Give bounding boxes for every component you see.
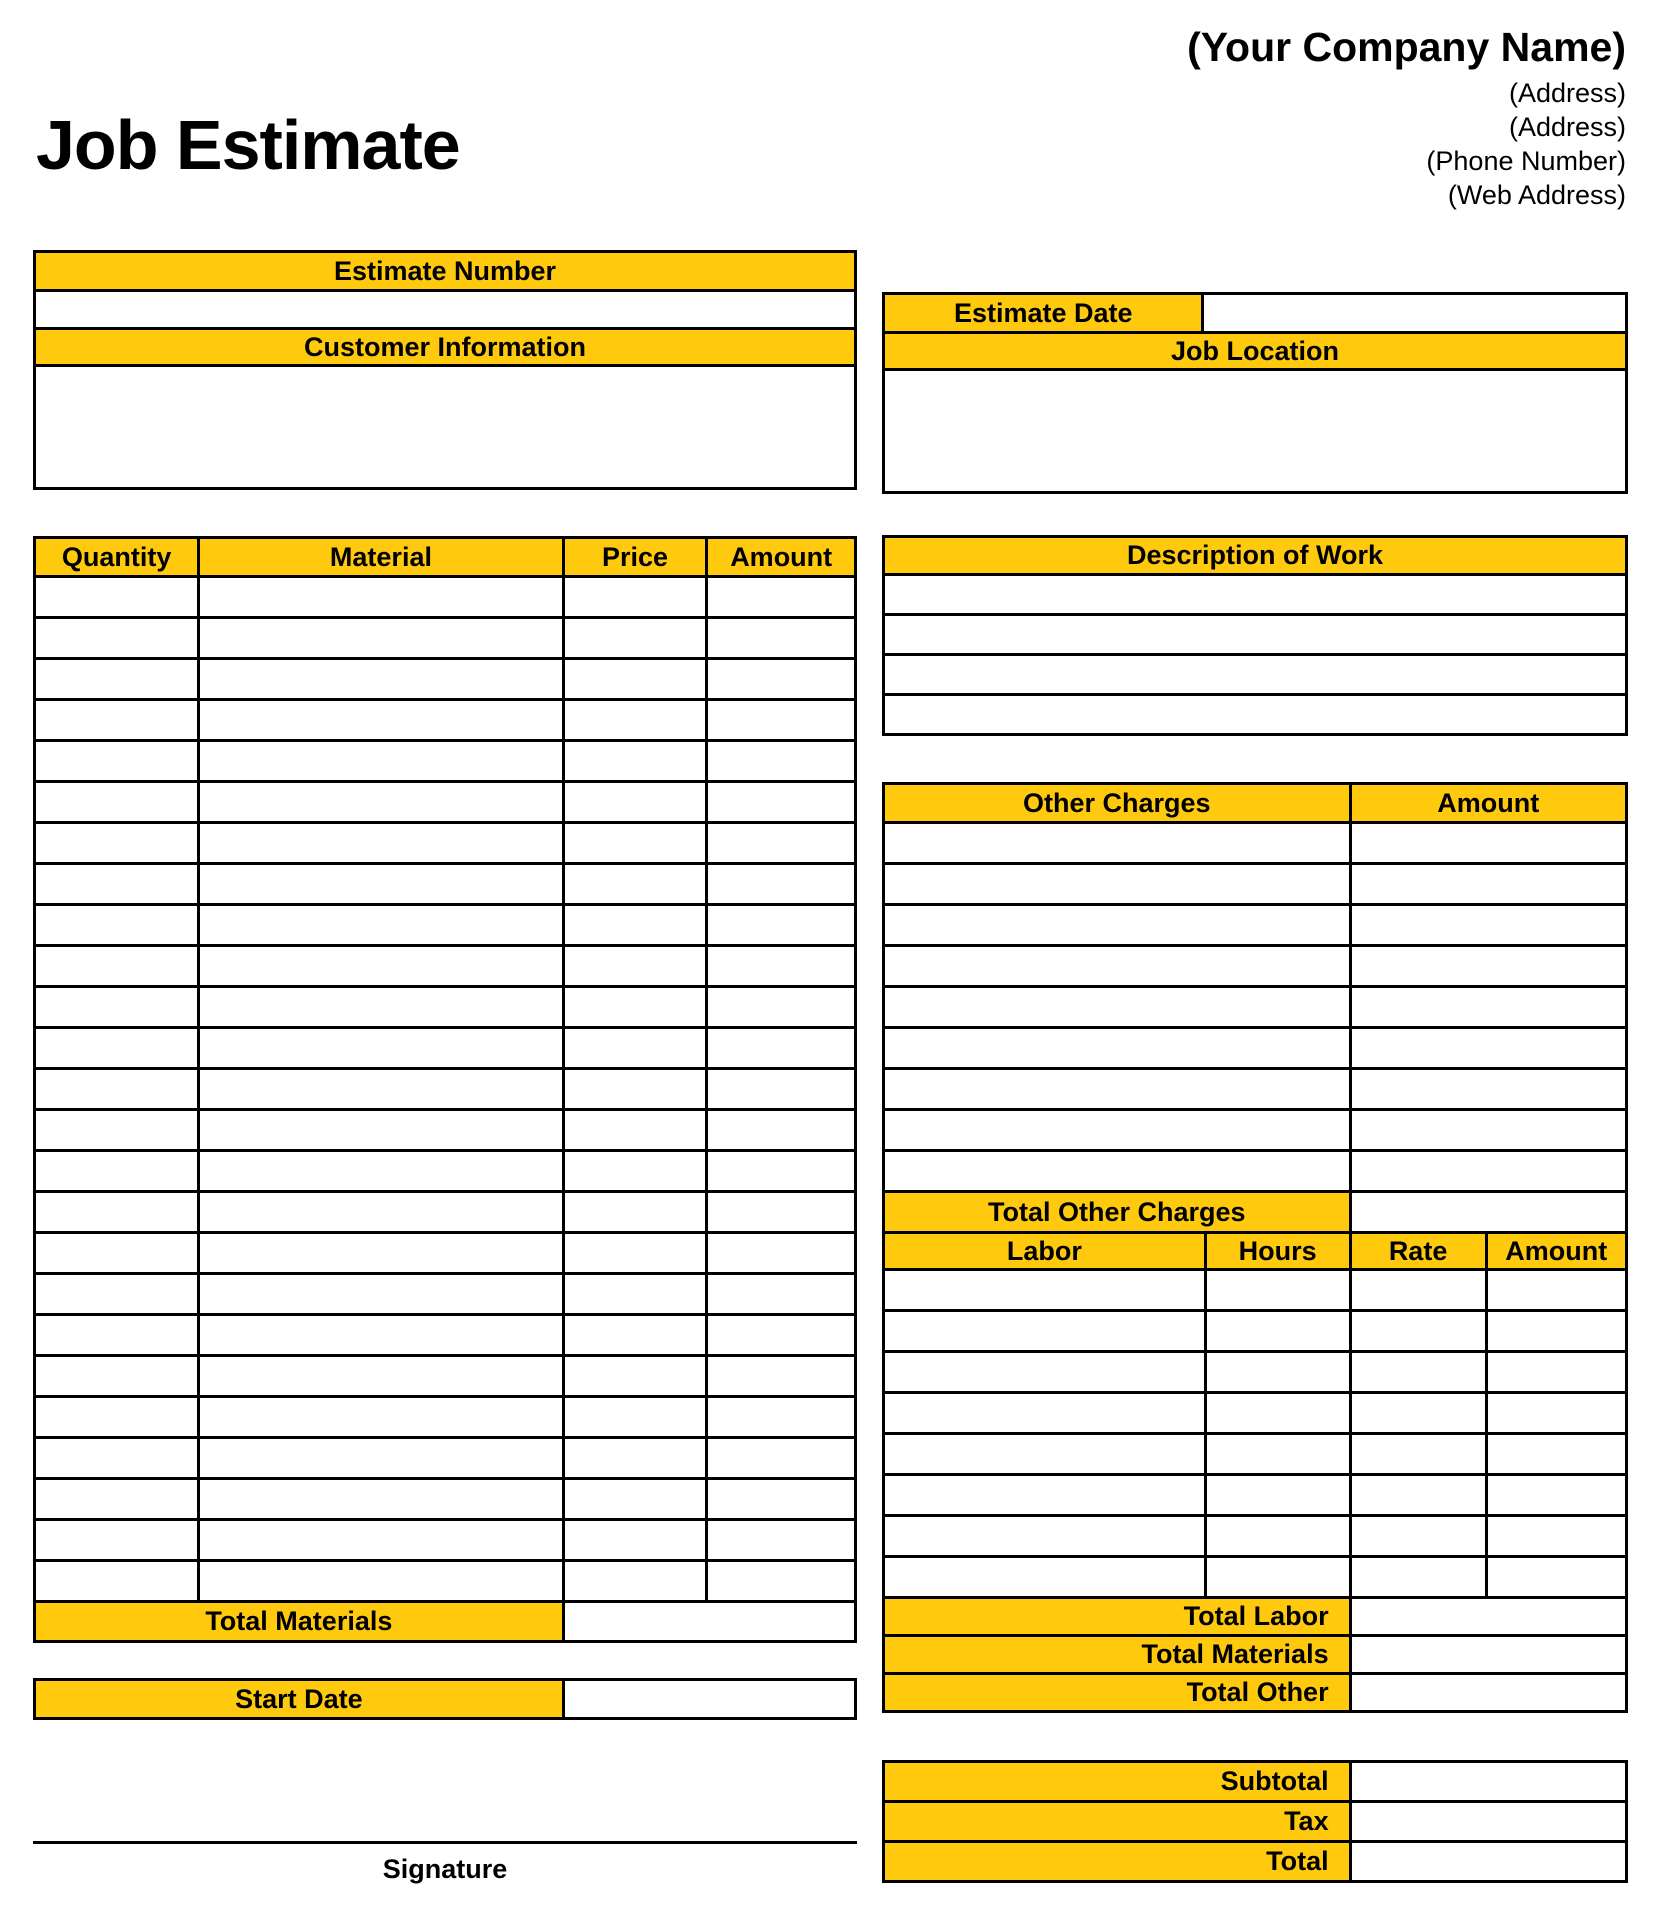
description-row <box>884 615 1627 655</box>
material-price-cell[interactable] <box>563 1356 707 1397</box>
tax-value-cell[interactable] <box>1350 1802 1626 1842</box>
labor-amount-cell[interactable] <box>1486 1475 1626 1516</box>
material-price-cell[interactable] <box>563 618 707 659</box>
material-quantity-cell[interactable] <box>35 864 199 905</box>
labor-amount-cell[interactable] <box>1486 1557 1626 1598</box>
labor-row <box>884 1434 1627 1475</box>
labor-rate-cell[interactable] <box>1350 1516 1486 1557</box>
labor-description-cell[interactable] <box>884 1516 1206 1557</box>
material-name-cell[interactable] <box>199 1520 564 1561</box>
material-row <box>35 1192 856 1233</box>
materials-price-header: Price <box>563 538 707 577</box>
material-amount-cell[interactable] <box>707 1151 856 1192</box>
description-of-work-table <box>882 535 1628 736</box>
total-materials-summary-value-cell[interactable] <box>1350 1636 1626 1674</box>
signature-label: Signature <box>382 1854 508 1884</box>
labor-hours-cell[interactable] <box>1205 1393 1350 1434</box>
labor-rate-cell[interactable] <box>1350 1557 1486 1598</box>
company-web-line: (Web Address) <box>1447 180 1626 210</box>
material-amount-cell[interactable] <box>707 618 856 659</box>
material-amount-cell[interactable] <box>707 1479 856 1520</box>
material-name-cell[interactable] <box>199 1315 564 1356</box>
other-charge-row <box>884 987 1627 1028</box>
material-row <box>35 1233 856 1274</box>
material-row <box>35 700 856 741</box>
labor-hours-cell[interactable] <box>1205 1557 1350 1598</box>
labor-rate-header: Rate <box>1350 1233 1486 1270</box>
other-charge-row <box>884 1069 1627 1110</box>
description-row <box>884 695 1627 735</box>
material-price-cell[interactable] <box>563 700 707 741</box>
material-row <box>35 1520 856 1561</box>
material-price-cell[interactable] <box>563 1110 707 1151</box>
description-of-work-header: Description of Work <box>884 537 1627 575</box>
labor-description-cell[interactable] <box>884 1475 1206 1516</box>
total-labor-header: Total Labor <box>884 1598 1351 1636</box>
material-amount-cell[interactable] <box>707 1192 856 1233</box>
material-price-cell[interactable] <box>563 1274 707 1315</box>
total-materials-summary-header: Total Materials <box>884 1636 1351 1674</box>
material-name-cell[interactable] <box>199 618 564 659</box>
labor-rate-cell[interactable] <box>1350 1434 1486 1475</box>
material-amount-cell[interactable] <box>707 864 856 905</box>
material-price-cell[interactable] <box>563 1520 707 1561</box>
other-charge-row <box>884 1028 1627 1069</box>
labor-row <box>884 1352 1627 1393</box>
subtotal-value-cell[interactable] <box>1350 1762 1626 1802</box>
other-charge-description-cell[interactable] <box>884 1151 1351 1192</box>
material-row <box>35 577 856 618</box>
estimate-number-customer-table <box>33 250 857 490</box>
material-row <box>35 1315 856 1356</box>
other-charge-row <box>884 1151 1627 1192</box>
material-name-cell[interactable] <box>199 782 564 823</box>
estimate-date-input[interactable] <box>1203 294 1627 333</box>
estimate-date-location-table <box>882 292 1628 494</box>
estimate-number-header: Estimate Number <box>35 252 856 291</box>
other-charge-amount-cell[interactable] <box>1350 1110 1626 1151</box>
labor-description-cell[interactable] <box>884 1311 1206 1352</box>
material-row <box>35 987 856 1028</box>
material-row <box>35 946 856 987</box>
labor-description-cell[interactable] <box>884 1434 1206 1475</box>
material-quantity-cell[interactable] <box>35 1069 199 1110</box>
other-charge-description-cell[interactable] <box>884 905 1351 946</box>
total-materials-value-cell[interactable] <box>563 1602 855 1642</box>
labor-rate-cell[interactable] <box>1350 1352 1486 1393</box>
material-row <box>35 1397 856 1438</box>
material-name-cell[interactable] <box>199 1274 564 1315</box>
material-row <box>35 618 856 659</box>
material-price-cell[interactable] <box>563 946 707 987</box>
material-amount-cell[interactable] <box>707 782 856 823</box>
material-price-cell[interactable] <box>563 1479 707 1520</box>
material-name-cell[interactable] <box>199 1479 564 1520</box>
labor-hours-cell[interactable] <box>1205 1475 1350 1516</box>
material-price-cell[interactable] <box>563 1028 707 1069</box>
material-quantity-cell[interactable] <box>35 1274 199 1315</box>
material-amount-cell[interactable] <box>707 946 856 987</box>
material-name-cell[interactable] <box>199 659 564 700</box>
material-price-cell[interactable] <box>563 659 707 700</box>
material-name-cell[interactable] <box>199 1192 564 1233</box>
material-amount-cell[interactable] <box>707 905 856 946</box>
labor-rate-cell[interactable] <box>1350 1311 1486 1352</box>
material-quantity-cell[interactable] <box>35 1520 199 1561</box>
material-quantity-cell[interactable] <box>35 577 199 618</box>
other-charge-row <box>884 823 1627 864</box>
material-price-cell[interactable] <box>563 864 707 905</box>
material-row <box>35 1479 856 1520</box>
labor-amount-cell[interactable] <box>1486 1393 1626 1434</box>
signature-block <box>33 1841 857 1885</box>
start-date-header: Start Date <box>35 1680 564 1719</box>
material-price-cell[interactable] <box>563 1315 707 1356</box>
material-name-cell[interactable] <box>199 1151 564 1192</box>
company-name: (Your Company Name) <box>1187 24 1626 70</box>
company-phone-line: (Phone Number) <box>1426 146 1626 176</box>
labor-description-cell[interactable] <box>884 1352 1206 1393</box>
material-row <box>35 1069 856 1110</box>
subtotal-header: Subtotal <box>884 1762 1351 1802</box>
other-charges-header: Other Charges <box>884 784 1351 823</box>
total-other-value-cell[interactable] <box>1350 1674 1626 1712</box>
material-row <box>35 1561 856 1602</box>
material-name-cell[interactable] <box>199 1438 564 1479</box>
material-quantity-cell[interactable] <box>35 1356 199 1397</box>
description-cell[interactable] <box>884 575 1627 615</box>
materials-amount-header: Amount <box>707 538 856 577</box>
estimate-number-input[interactable] <box>35 291 856 329</box>
material-amount-cell[interactable] <box>707 1520 856 1561</box>
other-charges-labor-table <box>882 782 1628 1713</box>
material-row <box>35 1438 856 1479</box>
labor-rate-cell[interactable] <box>1350 1270 1486 1311</box>
tax-header: Tax <box>884 1802 1351 1842</box>
material-price-cell[interactable] <box>563 987 707 1028</box>
labor-row <box>884 1516 1627 1557</box>
material-quantity-cell[interactable] <box>35 823 199 864</box>
material-quantity-cell[interactable] <box>35 1479 199 1520</box>
material-amount-cell[interactable] <box>707 741 856 782</box>
labor-amount-cell[interactable] <box>1486 1434 1626 1475</box>
material-quantity-cell[interactable] <box>35 1315 199 1356</box>
job-location-input[interactable] <box>884 370 1627 493</box>
material-amount-cell[interactable] <box>707 1356 856 1397</box>
material-quantity-cell[interactable] <box>35 987 199 1028</box>
other-charge-amount-cell[interactable] <box>1350 987 1626 1028</box>
total-header: Total <box>884 1842 1351 1882</box>
material-quantity-cell[interactable] <box>35 618 199 659</box>
material-amount-cell[interactable] <box>707 577 856 618</box>
labor-row <box>884 1557 1627 1598</box>
material-quantity-cell[interactable] <box>35 905 199 946</box>
other-charge-description-cell[interactable] <box>884 823 1351 864</box>
material-quantity-cell[interactable] <box>35 659 199 700</box>
summary-table <box>882 1760 1628 1883</box>
labor-amount-cell[interactable] <box>1486 1270 1626 1311</box>
labor-amount-cell[interactable] <box>1486 1352 1626 1393</box>
page-title: Job Estimate <box>36 106 460 184</box>
material-row <box>35 1110 856 1151</box>
material-quantity-cell[interactable] <box>35 741 199 782</box>
labor-row <box>884 1475 1627 1516</box>
material-amount-cell[interactable] <box>707 1561 856 1602</box>
material-price-cell[interactable] <box>563 905 707 946</box>
labor-amount-cell[interactable] <box>1486 1311 1626 1352</box>
labor-description-cell[interactable] <box>884 1393 1206 1434</box>
start-date-table <box>33 1678 857 1720</box>
material-name-cell[interactable] <box>199 987 564 1028</box>
labor-hours-cell[interactable] <box>1205 1311 1350 1352</box>
total-materials-header: Total Materials <box>35 1602 564 1642</box>
material-amount-cell[interactable] <box>707 1028 856 1069</box>
material-name-cell[interactable] <box>199 577 564 618</box>
total-value-cell[interactable] <box>1350 1842 1626 1882</box>
other-charge-amount-cell[interactable] <box>1350 864 1626 905</box>
labor-hours-header: Hours <box>1205 1233 1350 1270</box>
material-quantity-cell[interactable] <box>35 1028 199 1069</box>
other-charge-amount-cell[interactable] <box>1350 1069 1626 1110</box>
material-price-cell[interactable] <box>563 1069 707 1110</box>
other-charges-amount-header: Amount <box>1350 784 1626 823</box>
material-name-cell[interactable] <box>199 946 564 987</box>
material-row <box>35 1274 856 1315</box>
material-name-cell[interactable] <box>199 1069 564 1110</box>
other-charge-row <box>884 864 1627 905</box>
material-price-cell[interactable] <box>563 1151 707 1192</box>
material-amount-cell[interactable] <box>707 823 856 864</box>
description-cell[interactable] <box>884 655 1627 695</box>
other-charge-description-cell[interactable] <box>884 1028 1351 1069</box>
customer-information-header: Customer Information <box>35 329 856 366</box>
total-other-charges-header: Total Other Charges <box>884 1192 1351 1233</box>
material-name-cell[interactable] <box>199 1028 564 1069</box>
material-name-cell[interactable] <box>199 741 564 782</box>
material-name-cell[interactable] <box>199 700 564 741</box>
other-charge-amount-cell[interactable] <box>1350 1151 1626 1192</box>
labor-hours-cell[interactable] <box>1205 1434 1350 1475</box>
company-address-line-2: (Address) <box>1508 112 1626 142</box>
material-row <box>35 864 856 905</box>
other-charge-row <box>884 1110 1627 1151</box>
material-price-cell[interactable] <box>563 741 707 782</box>
labor-hours-cell[interactable] <box>1205 1270 1350 1311</box>
labor-rate-cell[interactable] <box>1350 1393 1486 1434</box>
material-name-cell[interactable] <box>199 1397 564 1438</box>
material-name-cell[interactable] <box>199 864 564 905</box>
labor-hours-cell[interactable] <box>1205 1352 1350 1393</box>
material-amount-cell[interactable] <box>707 659 856 700</box>
material-price-cell[interactable] <box>563 782 707 823</box>
material-row <box>35 823 856 864</box>
material-quantity-cell[interactable] <box>35 1561 199 1602</box>
job-location-header: Job Location <box>884 333 1627 370</box>
material-name-cell[interactable] <box>199 1356 564 1397</box>
start-date-input[interactable] <box>563 1680 855 1719</box>
other-charge-description-cell[interactable] <box>884 1069 1351 1110</box>
material-name-cell[interactable] <box>199 1110 564 1151</box>
material-quantity-cell[interactable] <box>35 1151 199 1192</box>
labor-amount-cell[interactable] <box>1486 1516 1626 1557</box>
material-row <box>35 1356 856 1397</box>
materials-quantity-header: Quantity <box>35 538 199 577</box>
material-quantity-cell[interactable] <box>35 1192 199 1233</box>
other-charge-row <box>884 905 1627 946</box>
material-price-cell[interactable] <box>563 577 707 618</box>
labor-row <box>884 1311 1627 1352</box>
material-price-cell[interactable] <box>563 1397 707 1438</box>
material-row <box>35 1151 856 1192</box>
other-charge-row <box>884 946 1627 987</box>
material-name-cell[interactable] <box>199 823 564 864</box>
material-quantity-cell[interactable] <box>35 700 199 741</box>
material-amount-cell[interactable] <box>707 1110 856 1151</box>
material-amount-cell[interactable] <box>707 1438 856 1479</box>
material-price-cell[interactable] <box>563 1233 707 1274</box>
material-row <box>35 741 856 782</box>
material-amount-cell[interactable] <box>707 1315 856 1356</box>
labor-row <box>884 1270 1627 1311</box>
material-price-cell[interactable] <box>563 823 707 864</box>
other-charge-amount-cell[interactable] <box>1350 905 1626 946</box>
material-row <box>35 659 856 700</box>
other-charge-description-cell[interactable] <box>884 864 1351 905</box>
material-amount-cell[interactable] <box>707 1274 856 1315</box>
material-quantity-cell[interactable] <box>35 946 199 987</box>
labor-amount-header: Amount <box>1486 1233 1626 1270</box>
labor-row <box>884 1393 1627 1434</box>
description-cell[interactable] <box>884 615 1627 655</box>
material-row <box>35 905 856 946</box>
company-block <box>1187 18 1626 212</box>
material-amount-cell[interactable] <box>707 1069 856 1110</box>
material-price-cell[interactable] <box>563 1192 707 1233</box>
material-amount-cell[interactable] <box>707 1397 856 1438</box>
labor-description-cell[interactable] <box>884 1557 1206 1598</box>
material-name-cell[interactable] <box>199 1561 564 1602</box>
other-charge-description-cell[interactable] <box>884 987 1351 1028</box>
customer-information-input[interactable] <box>35 366 856 489</box>
material-price-cell[interactable] <box>563 1438 707 1479</box>
materials-table <box>33 536 857 1643</box>
material-quantity-cell[interactable] <box>35 1397 199 1438</box>
other-charge-description-cell[interactable] <box>884 1110 1351 1151</box>
material-price-cell[interactable] <box>563 1561 707 1602</box>
material-quantity-cell[interactable] <box>35 1233 199 1274</box>
total-other-charges-value-cell[interactable] <box>1350 1192 1626 1233</box>
material-quantity-cell[interactable] <box>35 1110 199 1151</box>
material-name-cell[interactable] <box>199 1233 564 1274</box>
material-name-cell[interactable] <box>199 905 564 946</box>
material-amount-cell[interactable] <box>707 1233 856 1274</box>
description-cell[interactable] <box>884 695 1627 735</box>
labor-header: Labor <box>884 1233 1206 1270</box>
labor-hours-cell[interactable] <box>1205 1516 1350 1557</box>
other-charge-amount-cell[interactable] <box>1350 823 1626 864</box>
material-amount-cell[interactable] <box>707 700 856 741</box>
other-charge-amount-cell[interactable] <box>1350 1028 1626 1069</box>
company-address-line-1: (Address) <box>1508 78 1626 108</box>
material-amount-cell[interactable] <box>707 987 856 1028</box>
labor-description-cell[interactable] <box>884 1270 1206 1311</box>
estimate-date-header: Estimate Date <box>884 294 1203 333</box>
material-row <box>35 782 856 823</box>
total-labor-value-cell[interactable] <box>1350 1598 1626 1636</box>
description-row <box>884 575 1627 615</box>
labor-rate-cell[interactable] <box>1350 1475 1486 1516</box>
material-quantity-cell[interactable] <box>35 1438 199 1479</box>
total-other-header: Total Other <box>884 1674 1351 1712</box>
materials-material-header: Material <box>199 538 564 577</box>
material-row <box>35 1028 856 1069</box>
other-charge-description-cell[interactable] <box>884 946 1351 987</box>
description-row <box>884 655 1627 695</box>
other-charge-amount-cell[interactable] <box>1350 946 1626 987</box>
material-quantity-cell[interactable] <box>35 782 199 823</box>
